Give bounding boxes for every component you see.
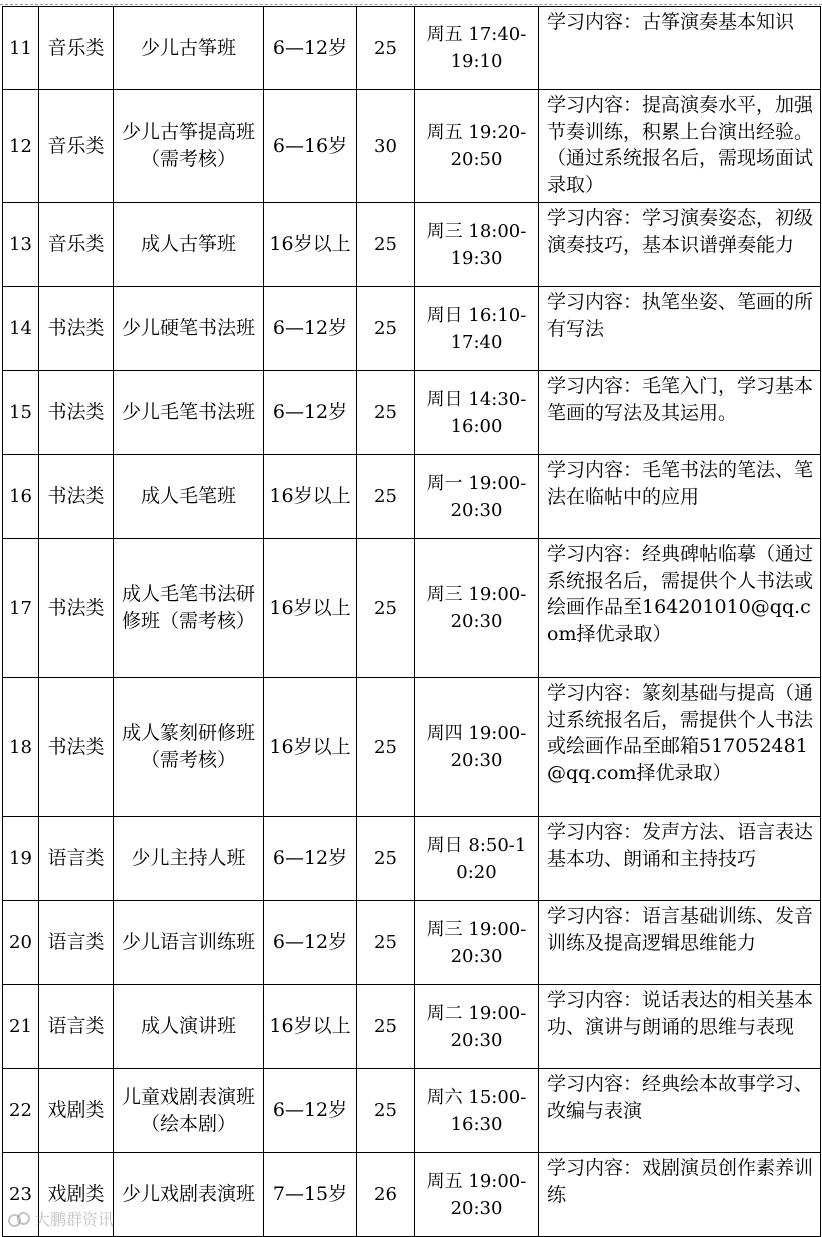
table-row [3,678,821,817]
category-cell: 语言类 [39,901,114,985]
course-name-cell: 成人古筝班 [114,203,264,287]
category-cell: 书法类 [39,371,114,455]
age-range-cell: 6—12岁 [264,1069,357,1153]
row-number: 23 [3,1153,39,1237]
learning-content-cell: 学习内容：古筝演奏基本知识 [539,7,821,90]
learning-content-cell: 学习内容：学习演奏姿态，初级演奏技巧，基本识谱弹奏能力 [539,203,821,287]
category-cell: 语言类 [39,817,114,901]
table-row [3,7,821,90]
course-name-cell: 儿童戏剧表演班（绘本剧） [114,1069,264,1153]
fee-cell: 25 [357,455,415,539]
class-time-cell: 周五 17:40-19:10 [415,7,539,90]
course-name-cell: 成人毛笔班 [114,455,264,539]
table-row [3,90,821,203]
category-cell: 戏剧类 [39,1153,114,1237]
learning-content-cell: 学习内容：戏剧演员创作素养训练 [539,1153,821,1237]
row-number: 20 [3,901,39,985]
category-cell: 音乐类 [39,203,114,287]
category-cell: 音乐类 [39,7,114,90]
fee-cell: 25 [357,203,415,287]
table-row [3,1069,821,1153]
class-time-cell: 周三 19:00-20:30 [415,539,539,678]
fee-cell: 25 [357,539,415,678]
course-name-cell: 少儿毛笔书法班 [114,371,264,455]
fee-cell: 25 [357,371,415,455]
age-range-cell: 16岁以上 [264,203,357,287]
learning-content-cell: 学习内容：经典绘本故事学习、改编与表演 [539,1069,821,1153]
category-cell: 语言类 [39,985,114,1069]
row-number: 13 [3,203,39,287]
course-name-cell: 少儿戏剧表演班 [114,1153,264,1237]
learning-content-cell: 学习内容：发声方法、语言表达基本功、朗诵和主持技巧 [539,817,821,901]
fee-cell: 25 [357,678,415,817]
class-time-cell: 周三 18:00-19:30 [415,203,539,287]
course-name-cell: 少儿硬笔书法班 [114,287,264,371]
row-number: 17 [3,539,39,678]
row-number: 16 [3,455,39,539]
learning-content-cell: 学习内容：篆刻基础与提高（通过系统报名后，需提供个人书法或绘画作品至邮箱517052481@qq.com择优录取） [539,678,821,817]
learning-content-cell: 学习内容：说话表达的相关基本功、演讲与朗诵的思维与表现 [539,985,821,1069]
course-name-cell: 成人毛笔书法研修班（需考核） [114,539,264,678]
learning-content-cell: 学习内容：毛笔入门，学习基本笔画的写法及其运用。 [539,371,821,455]
class-time-cell: 周四 19:00-20:30 [415,678,539,817]
fee-cell: 30 [357,90,415,203]
table-row [3,287,821,371]
age-range-cell: 16岁以上 [264,455,357,539]
category-cell: 书法类 [39,287,114,371]
table-row [3,1153,821,1237]
class-time-cell: 周日 16:10-17:40 [415,287,539,371]
category-cell: 戏剧类 [39,1069,114,1153]
table-row [3,539,821,678]
category-cell: 书法类 [39,539,114,678]
class-time-cell: 周日 14:30-16:00 [415,371,539,455]
row-number: 11 [3,7,39,90]
row-number: 22 [3,1069,39,1153]
class-time-cell: 周三 19:00-20:30 [415,901,539,985]
class-time-cell: 周五 19:00-20:30 [415,1153,539,1237]
class-time-cell: 周五 19:20-20:50 [415,90,539,203]
age-range-cell: 6—12岁 [264,901,357,985]
table-row [3,901,821,985]
category-cell: 书法类 [39,455,114,539]
fee-cell: 25 [357,287,415,371]
category-cell: 音乐类 [39,90,114,203]
class-time-cell: 周日 8:50-10:20 [415,817,539,901]
table-row [3,985,821,1069]
fee-cell: 25 [357,901,415,985]
age-range-cell: 16岁以上 [264,985,357,1069]
age-range-cell: 6—12岁 [264,371,357,455]
course-name-cell: 少儿古筝班 [114,7,264,90]
course-schedule-table [2,6,821,1237]
age-range-cell: 6—12岁 [264,7,357,90]
learning-content-cell: 学习内容：语言基础训练、发音训练及提高逻辑思维能力 [539,901,821,985]
age-range-cell: 6—12岁 [264,817,357,901]
category-cell: 书法类 [39,678,114,817]
class-time-cell: 周一 19:00-20:30 [415,455,539,539]
learning-content-cell: 学习内容：毛笔书法的笔法、笔法在临帖中的应用 [539,455,821,539]
fee-cell: 25 [357,1069,415,1153]
age-range-cell: 16岁以上 [264,539,357,678]
row-number: 18 [3,678,39,817]
course-name-cell: 少儿古筝提高班（需考核） [114,90,264,203]
course-name-cell: 少儿主持人班 [114,817,264,901]
fee-cell: 25 [357,7,415,90]
table-row [3,455,821,539]
row-number: 15 [3,371,39,455]
learning-content-cell: 学习内容：执笔坐姿、笔画的所有写法 [539,287,821,371]
row-number: 21 [3,985,39,1069]
row-number: 12 [3,90,39,203]
table-row [3,817,821,901]
age-range-cell: 6—12岁 [264,287,357,371]
learning-content-cell: 学习内容：经典碑帖临摹（通过系统报名后，需提供个人书法或绘画作品至164201010@qq.com择优录取） [539,539,821,678]
row-number: 14 [3,287,39,371]
fee-cell: 25 [357,985,415,1069]
watermark [8,1207,114,1230]
row-number: 19 [3,817,39,901]
table-row [3,203,821,287]
course-name-cell: 少儿语言训练班 [114,901,264,985]
fee-cell: 26 [357,1153,415,1237]
fee-cell: 25 [357,817,415,901]
watermark-text: 大鹏群资讯 [34,1210,115,1229]
table-row [3,371,821,455]
course-name-cell: 成人演讲班 [114,985,264,1069]
weibo-logo-icon [8,1211,30,1227]
class-time-cell: 周六 15:00-16:30 [415,1069,539,1153]
age-range-cell: 16岁以上 [264,678,357,817]
class-time-cell: 周二 19:00-20:30 [415,985,539,1069]
learning-content-cell: 学习内容：提高演奏水平，加强节奏训练，积累上台演出经验。（通过系统报名后，需现场面试录取） [539,90,821,203]
course-name-cell: 成人篆刻研修班（需考核） [114,678,264,817]
page-top-edge [0,4,822,5]
age-range-cell: 7—15岁 [264,1153,357,1237]
age-range-cell: 6—16岁 [264,90,357,203]
